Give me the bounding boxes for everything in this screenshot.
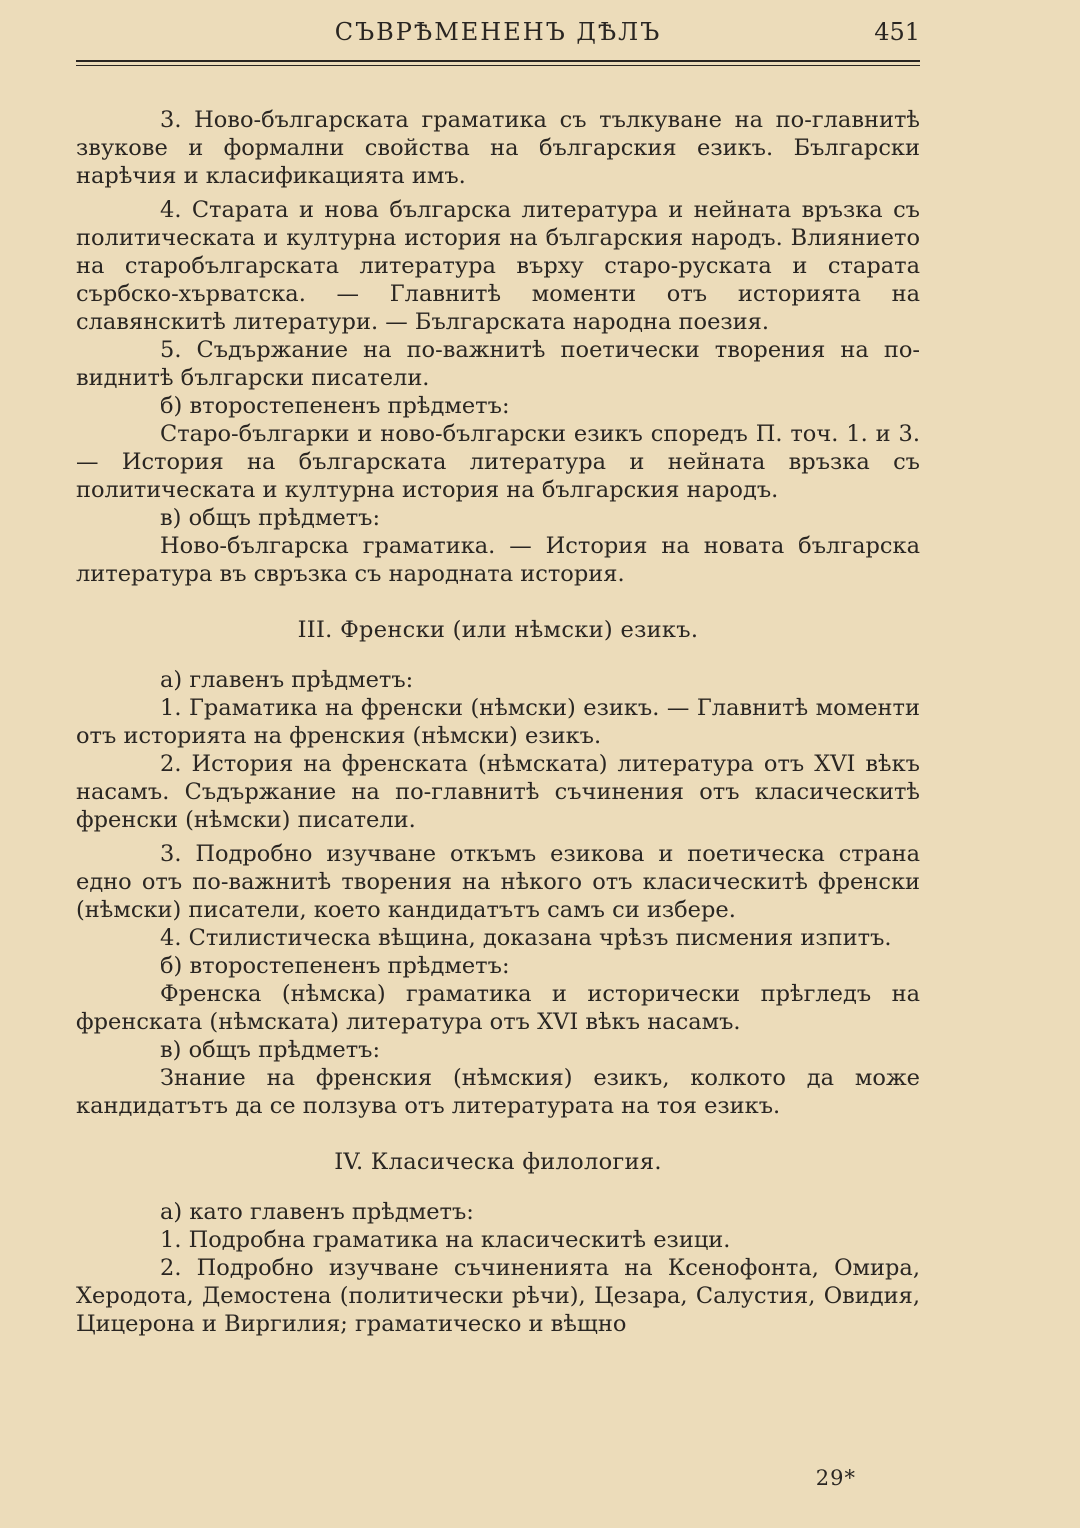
running-title: СЪВРѢМЕНЕНЪ ДѢЛЪ bbox=[334, 18, 662, 46]
paragraph: 2. История на френската (нѣмската) литература отъ XVI вѣкъ насамъ. Съдържание на по-главнитѣ съчинения отъ класическитѣ френски (нѣмски) писатели. bbox=[76, 751, 920, 833]
subsection-label: б) второстепененъ прѣдметъ: bbox=[160, 393, 510, 419]
page-body bbox=[76, 106, 920, 1338]
paragraph: Френска (нѣмска) граматика и исторически прѣгледъ на френската (нѣмската) литература отъ XVI вѣкъ насамъ. bbox=[76, 981, 920, 1035]
paragraph: Ново-българска граматика. — История на новата българска литература въ свръзка съ народната история. bbox=[76, 533, 920, 587]
section-heading: IV. Класическа филология. bbox=[334, 1149, 662, 1175]
subsection-label: в) общъ прѣдметъ: bbox=[160, 505, 381, 531]
subsection-label: а) главенъ прѣдметъ: bbox=[160, 667, 414, 693]
subsection-label: б) второстепененъ прѣдметъ: bbox=[160, 953, 510, 979]
signature-mark: 29* bbox=[815, 1466, 856, 1490]
paragraph: Знание на френския (нѣмския) езикъ, колкото да може кандидатътъ да се ползува отъ литературата на тоя езикъ. bbox=[76, 1065, 920, 1119]
header-rule-thin bbox=[76, 65, 920, 66]
paragraph: 2. Подробно изучване съчиненията на Ксенофонта, Омира, Херодота, Демостена (политически рѣчи), Цезара, Салустия, Овидия, Цицерона и Виргилия; граматическо и вѣщно bbox=[76, 1255, 920, 1337]
paragraph: 4. Стилистическа вѣщина, доказана чрѣзъ писмения изпитъ. bbox=[160, 925, 892, 951]
running-header bbox=[76, 14, 920, 50]
paragraph: 5. Съдържание на по-важнитѣ поетически творения на по-виднитѣ български писатели. bbox=[76, 337, 920, 391]
paragraph: 3. Подробно изучване откъмъ езикова и поетическа страна едно отъ по-важнитѣ творения на нѣкого отъ класическитѣ френски (нѣмски) писатели, което кандидатътъ самъ си избере. bbox=[76, 841, 920, 923]
subsection-label: а) като главенъ прѣдметъ: bbox=[160, 1199, 474, 1225]
header-rule bbox=[76, 60, 920, 62]
section-heading: III. Френски (или нѣмски) езикъ. bbox=[297, 617, 699, 643]
page-number: 451 bbox=[874, 18, 920, 46]
paragraph: 3. Ново-българската граматика съ тълкуване на по-главнитѣ звукове и формални свойства на българския езикъ. Български нарѣчия и класификацията имъ. bbox=[76, 107, 920, 189]
paragraph: 1. Граматика на френски (нѣмски) езикъ. — Главнитѣ моменти отъ историята на френския (нѣмски) езикъ. bbox=[76, 695, 920, 749]
paragraph: 4. Старата и нова българска литература и нейната връзка съ политическата и културна история на българския народъ. Влиянието на старобългарската литература върху старо-руската и старата сърбско-хърватска. — Главнитѣ моменти отъ историята на славянскитѣ литератури. — Българската народна поезия. bbox=[76, 197, 920, 335]
paragraph: Старо-българки и ново-български езикъ споредъ П. точ. 1. и 3. — История на българската литература и нейната връзка съ политическата и културна история на българския народъ. bbox=[76, 421, 920, 503]
subsection-label: в) общъ прѣдметъ: bbox=[160, 1037, 381, 1063]
paragraph: 1. Подробна граматика на класическитѣ езици. bbox=[160, 1227, 731, 1253]
page bbox=[76, 14, 920, 1338]
